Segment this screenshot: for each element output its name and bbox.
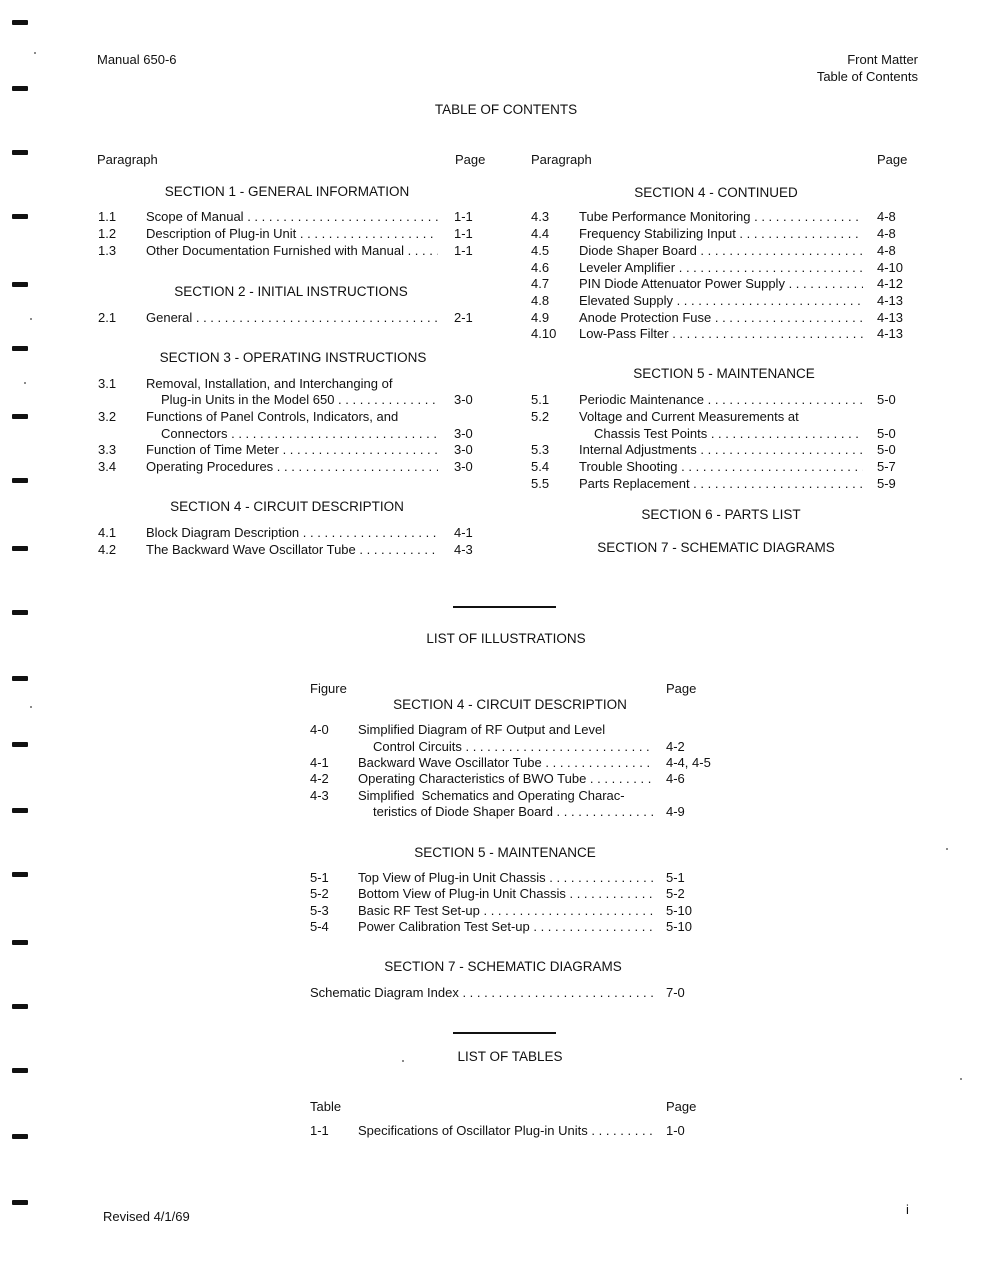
page-number: i <box>906 1202 909 1217</box>
figure-number: 5-1 <box>310 870 329 885</box>
toc-entry <box>531 325 921 342</box>
entry-number: 1.2 <box>98 226 117 241</box>
figure-page: 4-2 <box>666 739 685 754</box>
entry-number: 4.6 <box>531 260 550 275</box>
entry-number: 4.8 <box>531 293 550 308</box>
col-label-page: Page <box>666 1099 697 1114</box>
binder-mark <box>12 872 28 877</box>
table-title: Specifications of Oscillator Plug-in Units . . . <box>358 1122 653 1139</box>
entry-title: Operating Procedures . . . <box>146 458 438 475</box>
section-heading: SECTION 5 - MAINTENANCE <box>414 845 596 860</box>
binder-mark <box>12 150 28 155</box>
section-heading: SECTION 1 - GENERAL INFORMATION <box>164 184 410 199</box>
entry-number: 3.2 <box>98 409 117 424</box>
entry-page: 3-0 <box>454 442 473 457</box>
entry-page: 4-13 <box>877 326 904 341</box>
binder-mark <box>12 414 28 419</box>
entry-title: Elevated Supply . . . <box>579 292 863 309</box>
figure-page: 5-10 <box>666 919 693 934</box>
figure-number: 4-2 <box>310 771 329 786</box>
entry-title: Leveler Amplifier . . . <box>579 259 863 276</box>
toc-entry <box>98 524 488 541</box>
section-heading: SECTION 4 - CIRCUIT DESCRIPTION <box>170 499 404 514</box>
entry-title: General . . . <box>146 309 438 326</box>
figure-page: 4-6 <box>666 771 685 786</box>
binder-mark <box>12 610 28 615</box>
entry-page: 3-0 <box>454 392 473 407</box>
section-heading: SECTION 7 - SCHEMATIC DIAGRAMS <box>384 959 622 974</box>
entry-number: 4.4 <box>531 226 550 241</box>
figure-title-continued: Control Circuits . . . <box>373 738 653 755</box>
figure-entry-continued <box>310 738 730 755</box>
figure-title: Simplified Schematics and Operating Charac- <box>358 788 625 803</box>
entry-title: Trouble Shooting . . . <box>579 458 863 475</box>
figure-entry <box>310 754 730 771</box>
figure-title: Schematic Diagram Index . . . <box>310 984 653 1001</box>
table-entry <box>310 1122 730 1139</box>
toc-entry <box>98 408 488 425</box>
figure-number: 5-4 <box>310 919 329 934</box>
entry-page: 5-0 <box>877 442 896 457</box>
col-label-page: Page <box>455 152 486 167</box>
entry-number: 4.1 <box>98 525 117 540</box>
entry-number: 5.2 <box>531 409 550 424</box>
entry-title: Scope of Manual . . . <box>146 208 438 225</box>
speck <box>402 1060 404 1062</box>
entry-number: 5.1 <box>531 392 550 407</box>
figure-page: 4-4, 4-5 <box>666 755 711 770</box>
toc-entry <box>98 458 488 475</box>
entry-title: Parts Replacement . . . <box>579 475 863 492</box>
figure-number: 5-3 <box>310 903 329 918</box>
entry-title: Anode Protection Fuse . . . <box>579 309 863 326</box>
toc-entry <box>98 441 488 458</box>
entry-page: 4-1 <box>454 525 473 540</box>
entry-title: The Backward Wave Oscillator Tube . . . <box>146 541 438 558</box>
entry-number: 4.3 <box>531 209 550 224</box>
entry-title-continued: Connectors . . . <box>161 425 438 442</box>
binder-mark <box>12 282 28 287</box>
binder-mark <box>12 1004 28 1009</box>
binder-mark <box>12 214 28 219</box>
divider <box>453 606 556 608</box>
toc-entry <box>531 458 921 475</box>
entry-title: Description of Plug-in Unit . . . <box>146 225 438 242</box>
entry-title: Functions of Panel Controls, Indicators, and <box>146 409 399 424</box>
figure-title: Operating Characteristics of BWO Tube . . . <box>358 770 653 787</box>
entry-page: 1-1 <box>454 209 473 224</box>
binder-mark <box>12 1200 28 1205</box>
figure-page: 7-0 <box>666 985 685 1000</box>
binder-mark <box>12 676 28 681</box>
entry-page: 4-13 <box>877 310 904 325</box>
toc-entry <box>531 275 921 292</box>
col-label-paragraph: Paragraph <box>97 152 158 167</box>
entry-title: Block Diagram Description . . . <box>146 524 438 541</box>
entry-page: 5-7 <box>877 459 896 474</box>
entry-page: 3-0 <box>454 459 473 474</box>
toc-entry <box>531 242 921 259</box>
entry-page: 5-9 <box>877 476 896 491</box>
binder-mark <box>12 346 28 351</box>
entry-number: 3.4 <box>98 459 117 474</box>
entry-page: 2-1 <box>454 310 473 325</box>
header-front-matter: Front Matter <box>847 52 918 67</box>
figure-title-continued: teristics of Diode Shaper Board . . . <box>373 803 653 820</box>
entry-page: 3-0 <box>454 426 473 441</box>
binder-mark <box>12 20 28 25</box>
toc-entry <box>98 225 488 242</box>
toc-entry <box>531 391 921 408</box>
speck <box>24 382 26 384</box>
figure-entry <box>310 869 730 886</box>
entry-title-continued: Plug-in Units in the Model 650 . . . <box>161 391 438 408</box>
entry-number: 5.4 <box>531 459 550 474</box>
entry-page: 1-1 <box>454 226 473 241</box>
entry-page: 4-8 <box>877 243 896 258</box>
figure-entry <box>310 902 730 919</box>
binder-mark <box>12 478 28 483</box>
toc-entry-continued <box>531 425 921 442</box>
col-label-figure: Figure <box>310 681 347 696</box>
entry-number: 4.5 <box>531 243 550 258</box>
entry-number: 4.7 <box>531 276 550 291</box>
entry-title: Removal, Installation, and Interchanging of <box>146 376 393 391</box>
entry-page: 1-1 <box>454 243 473 258</box>
entry-page: 4-10 <box>877 260 904 275</box>
figure-entry <box>310 885 730 902</box>
toc-entry <box>531 208 921 225</box>
figure-number: 4-3 <box>310 788 329 803</box>
figure-number: 4-0 <box>310 722 329 737</box>
col-label-table: Table <box>310 1099 342 1114</box>
toc-entry-continued <box>98 425 488 442</box>
entry-page: 5-0 <box>877 392 896 407</box>
speck <box>34 52 36 54</box>
toc-entry <box>531 441 921 458</box>
entry-number: 3.3 <box>98 442 117 457</box>
section-heading: SECTION 7 - SCHEMATIC DIAGRAMS <box>597 540 835 555</box>
entry-number: 2.1 <box>98 310 117 325</box>
figure-entry <box>310 984 730 1001</box>
figure-page: 5-10 <box>666 903 693 918</box>
entry-title-continued: Chassis Test Points . . . <box>594 425 863 442</box>
section-heading: SECTION 4 - CONTINUED <box>634 185 798 200</box>
binder-mark <box>12 742 28 747</box>
toc-entry <box>98 242 488 259</box>
figure-title: Simplified Diagram of RF Output and Level <box>358 722 606 737</box>
figure-entry <box>310 721 730 738</box>
section-heading: SECTION 5 - MAINTENANCE <box>633 366 815 381</box>
entry-title: Low-Pass Filter . . . <box>579 325 863 342</box>
entry-title: Tube Performance Monitoring . . . <box>579 208 863 225</box>
section-heading: SECTION 6 - PARTS LIST <box>641 507 801 522</box>
figure-page: 4-9 <box>666 804 685 819</box>
speck <box>30 318 32 320</box>
toc-entry <box>98 541 488 558</box>
entry-page: 4-12 <box>877 276 904 291</box>
binder-mark <box>12 808 28 813</box>
figure-title: Power Calibration Test Set-up . . . <box>358 918 653 935</box>
toc-entry <box>531 259 921 276</box>
entry-title: PIN Diode Attenuator Power Supply . . . <box>579 275 863 292</box>
entry-number: 3.1 <box>98 376 117 391</box>
toc-entry <box>98 375 488 392</box>
entry-title: Frequency Stabilizing Input . . . <box>579 225 863 242</box>
toc-entry <box>531 309 921 326</box>
toc-title: TABLE OF CONTENTS <box>434 102 578 117</box>
figure-entry <box>310 787 730 804</box>
figure-page: 5-1 <box>666 870 685 885</box>
revision-date: Revised 4/1/69 <box>103 1209 190 1224</box>
figure-page: 5-2 <box>666 886 685 901</box>
entry-page: 4-13 <box>877 293 904 308</box>
figure-entry <box>310 770 730 787</box>
figure-entry <box>310 918 730 935</box>
entry-title: Internal Adjustments . . . <box>579 441 863 458</box>
binder-mark <box>12 1134 28 1139</box>
binder-mark <box>12 86 28 91</box>
col-label-page: Page <box>877 152 908 167</box>
section-heading: SECTION 3 - OPERATING INSTRUCTIONS <box>159 350 427 365</box>
col-label-paragraph: Paragraph <box>531 152 592 167</box>
speck <box>30 706 32 708</box>
binder-mark <box>12 940 28 945</box>
entry-title: Function of Time Meter . . . <box>146 441 438 458</box>
toc-entry <box>531 292 921 309</box>
binder-mark <box>12 546 28 551</box>
manual-number: Manual 650-6 <box>97 52 177 67</box>
entry-number: 5.3 <box>531 442 550 457</box>
entry-number: 4.2 <box>98 542 117 557</box>
entry-title: Other Documentation Furnished with Manual . . . <box>146 242 438 259</box>
figure-title: Basic RF Test Set-up . . . <box>358 902 653 919</box>
toc-entry-continued <box>98 391 488 408</box>
figure-number: 5-2 <box>310 886 329 901</box>
illustrations-title: LIST OF ILLUSTRATIONS <box>426 631 586 646</box>
figure-title: Bottom View of Plug-in Unit Chassis . . . <box>358 885 653 902</box>
entry-number: 4.9 <box>531 310 550 325</box>
divider <box>453 1032 556 1034</box>
table-number: 1-1 <box>310 1123 329 1138</box>
binder-mark <box>12 1068 28 1073</box>
figure-title: Backward Wave Oscillator Tube . . . <box>358 754 653 771</box>
toc-entry <box>531 475 921 492</box>
entry-title: Diode Shaper Board . . . <box>579 242 863 259</box>
section-heading: SECTION 2 - INITIAL INSTRUCTIONS <box>174 284 408 299</box>
toc-entry <box>98 208 488 225</box>
section-heading: SECTION 4 - CIRCUIT DESCRIPTION <box>393 697 627 712</box>
table-page: 1-0 <box>666 1123 685 1138</box>
entry-page: 4-8 <box>877 209 896 224</box>
entry-page: 4-8 <box>877 226 896 241</box>
figure-title: Top View of Plug-in Unit Chassis . . . <box>358 869 653 886</box>
speck <box>946 848 948 850</box>
entry-page: 5-0 <box>877 426 896 441</box>
entry-page: 4-3 <box>454 542 473 557</box>
entry-title: Voltage and Current Measurements at <box>579 409 799 424</box>
toc-entry <box>531 408 921 425</box>
toc-entry <box>531 225 921 242</box>
tables-title: LIST OF TABLES <box>457 1049 563 1064</box>
col-label-page: Page <box>666 681 697 696</box>
header-toc-label: Table of Contents <box>816 69 918 84</box>
toc-entry <box>98 309 488 326</box>
entry-number: 4.10 <box>531 326 557 341</box>
figure-number: 4-1 <box>310 755 329 770</box>
entry-number: 1.1 <box>98 209 117 224</box>
speck <box>960 1078 962 1080</box>
figure-entry-continued <box>310 803 730 820</box>
entry-number: 5.5 <box>531 476 550 491</box>
entry-title: Periodic Maintenance . . . <box>579 391 863 408</box>
entry-number: 1.3 <box>98 243 117 258</box>
